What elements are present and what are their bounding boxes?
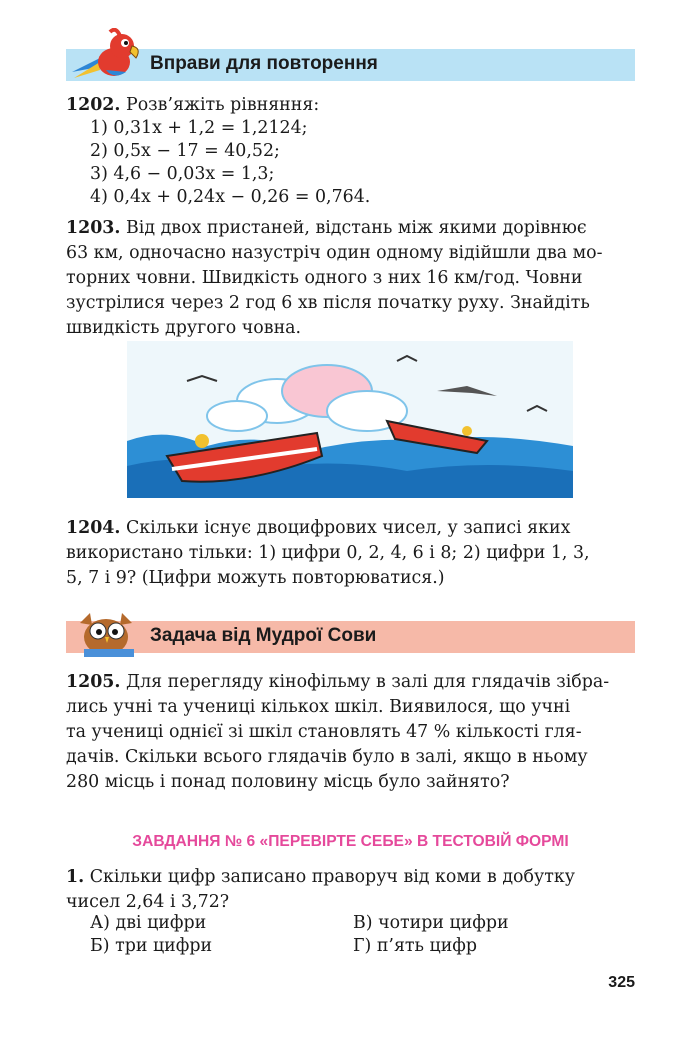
exercise-1204 [66, 516, 635, 591]
text-line: 63 км, одночасно назустріч один одному відійшли два мо- [66, 243, 603, 263]
section-title-owl: Задача від Мудрої Сови [150, 625, 377, 646]
answer-a: А) дві цифри [90, 913, 207, 933]
answer-d: Г) п’ять цифр [353, 936, 478, 956]
exercise-number: 1203. [66, 218, 121, 238]
text-line: 280 місць і понад половину місць було зайнято? [66, 772, 510, 792]
text-line: Від двох пристаней, відстань між якими дорівнює [126, 218, 587, 238]
text-line: чисел 2,64 і 3,72? [66, 892, 230, 912]
answer-b: Б) три цифри [90, 936, 213, 956]
text-line: використано тільки: 1) цифри 0, 2, 4, 6 і 8; 2) цифри 1, 3, [66, 543, 590, 563]
text-line: зустрілися через 2 год 6 хв після початку руху. Знайдіть [66, 293, 590, 313]
text-line: Скільки цифр записано праворуч від коми в добутку [89, 867, 575, 887]
exercise-number: 1202. [66, 95, 121, 115]
exercise-text: Розв’яжіть рівняння: [126, 95, 320, 115]
text-line: торних човни. Швидкість одного з них 16 км/год. Човни [66, 268, 583, 288]
text-line: Скільки існує двоцифрових чисел, у записі яких [126, 518, 571, 538]
equation-3: 3) 4,6 − 0,03x = 1,3; [90, 164, 275, 184]
parrot-icon [70, 28, 148, 84]
text-line: дачів. Скільки всього глядачів було в залі, якщо в ньому [66, 747, 588, 767]
exercise-number: 1204. [66, 518, 121, 538]
test-heading: ЗАВДАННЯ № 6 «ПЕРЕВІРТЕ СЕБЕ» В ТЕСТОВІЙ ФОРМІ [132, 833, 569, 850]
exercise-number: 1205. [66, 672, 121, 692]
boats-illustration [127, 341, 573, 498]
owl-icon [70, 603, 148, 659]
equation-4: 4) 0,4x + 0,24x − 0,26 = 0,764. [90, 187, 371, 207]
exercise-1202 [66, 93, 635, 118]
text-line: лись учні та учениці кількох шкіл. Виявилося, що учні [66, 697, 571, 717]
page-number: 325 [608, 974, 635, 991]
text-line: та учениці однієї зі шкіл становлять 47 % кількості гля- [66, 722, 582, 742]
exercise-1203 [66, 216, 635, 341]
text-line: швидкість другого човна. [66, 318, 302, 338]
exercise-1205 [66, 670, 635, 795]
test-question-1 [66, 865, 635, 915]
equation-1: 1) 0,31x + 1,2 = 1,2124; [90, 118, 308, 138]
section-banner-review [66, 49, 635, 81]
section-banner-owl [66, 621, 635, 653]
section-title-review: Вправи для повторення [150, 53, 378, 74]
equation-2: 2) 0,5x − 17 = 40,52; [90, 141, 280, 161]
answer-c: В) чотири цифри [353, 913, 509, 933]
question-number: 1. [66, 867, 85, 887]
text-line: Для перегляду кінофільму в залі для глядачів зібра- [126, 672, 610, 692]
text-line: 5, 7 і 9? (Цифри можуть повторюватися.) [66, 568, 445, 588]
